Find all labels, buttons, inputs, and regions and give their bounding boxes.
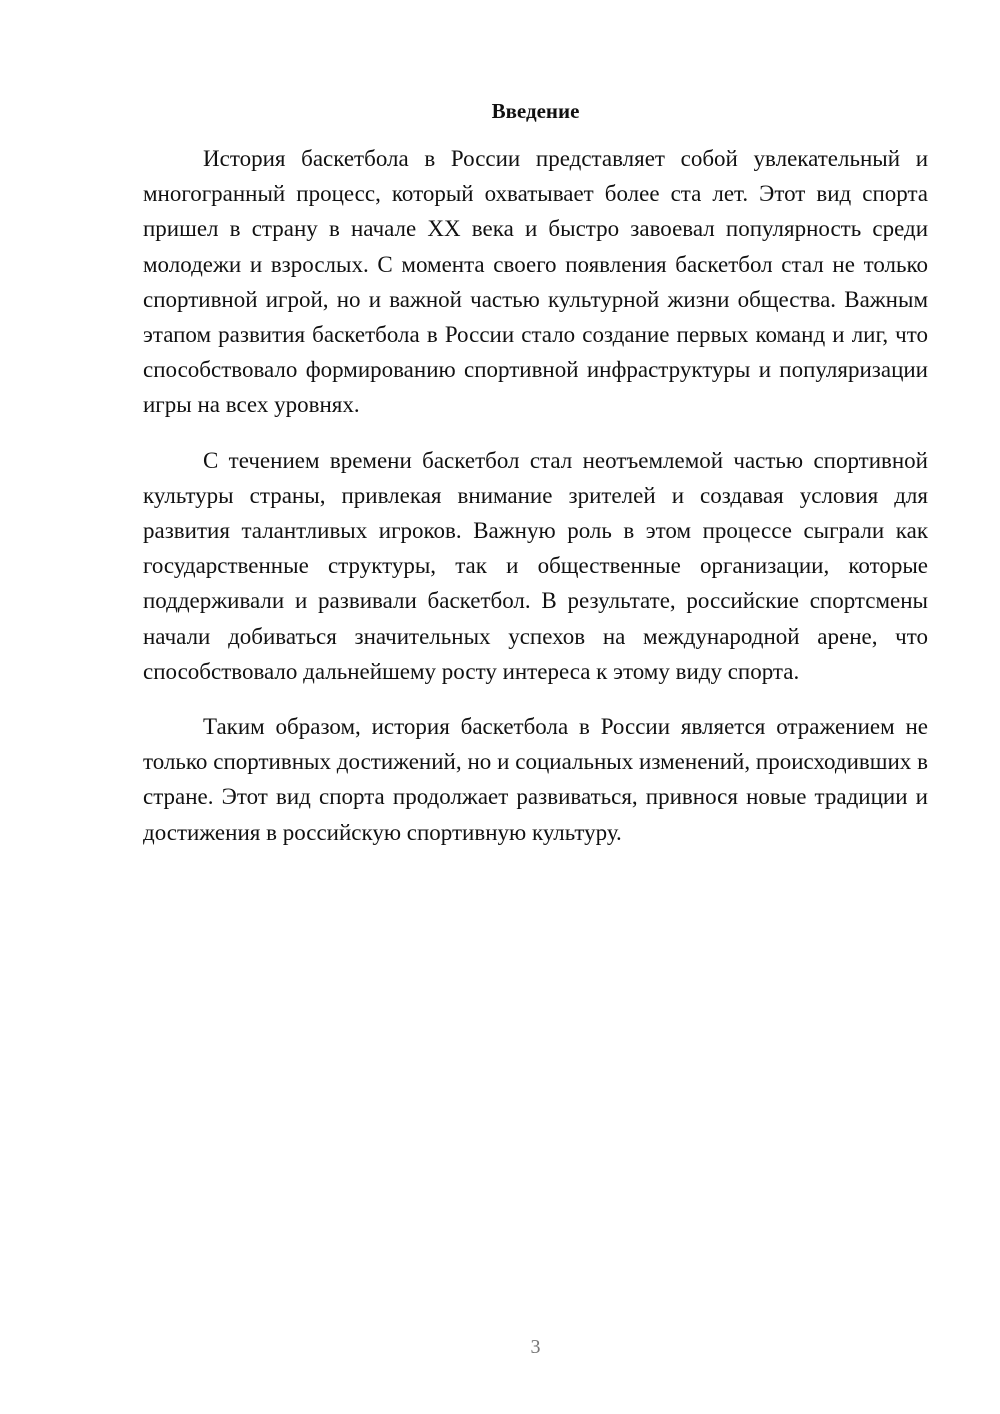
page-title: Введение <box>491 99 580 123</box>
document-body <box>143 141 928 870</box>
paragraph-2: С течением времени баскетбол стал неотъемлемой частью спортивной культуры страны, привлекая внимание зрителей и создавая условия для развития талантливых игроков. Важную роль в этом процессе сыграли как государственные структуры, так и общественные организации, которые поддерживали и развивали баскетбол. В результате, российские спортсмены начали добиваться значительных успехов на международной арене, что способствовало дальнейшему росту интереса к этому виду спорта. <box>143 447 928 684</box>
page-number: 3 <box>530 1336 541 1358</box>
paragraph-3: Таким образом, история баскетбола в России является отражением не только спортивных достижений, но и социальных изменений, происходивших в стране. Этот вид спорта продолжает развиваться, привнося новые традиции и достижения в российскую спортивную культуру. <box>143 714 928 845</box>
paragraph-1: История баскетбола в России представляет собой увлекательный и многогранный процесс, который охватывает более ста лет. Этот вид спорта пришел в страну в начале XX века и быстро завоевал популярность среди молодежи и взрослых. С момента своего появления баскетбол стал не только спортивной игрой, но и важной частью культурной жизни общества. Важным этапом развития баскетбола в России стало создание первых команд и лиг, что способствовало формированию спортивной инфраструктуры и популяризации игры на всех уровнях. <box>143 146 928 418</box>
